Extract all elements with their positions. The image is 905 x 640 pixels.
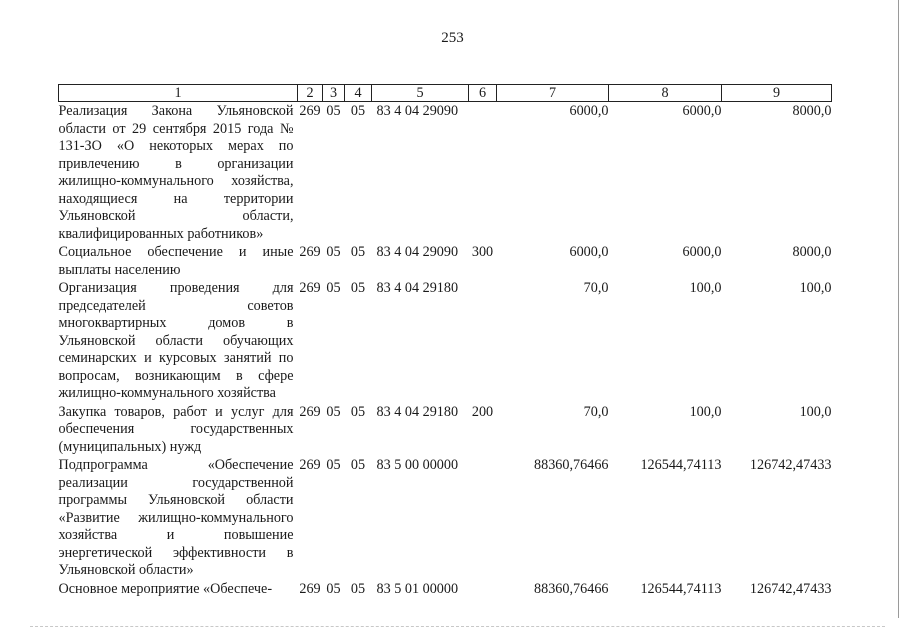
amount-col-9: 126742,47433 (749, 457, 832, 473)
subsection-code: 05 (350, 580, 366, 597)
budget-table (58, 84, 832, 598)
row-name: Основное мероприятие «Обеспече- (58, 580, 273, 597)
column-header: 2 (298, 85, 323, 102)
amount-col-7: 88360,76466 (534, 457, 609, 473)
subsection-code: 05 (350, 403, 366, 420)
row-name: Социальное обеспечение и иные выплаты населению (58, 244, 294, 278)
amount-col-8: 6000,0 (682, 244, 722, 260)
amount-col-7: 70,0 (583, 403, 609, 420)
amount-col-8: 100,0 (689, 280, 722, 296)
column-header: 5 (372, 85, 469, 102)
amount-col-7: 6000,0 (569, 244, 609, 260)
table-row (59, 403, 832, 457)
target-article-code: 83 4 04 29090 (376, 103, 459, 119)
column-header: 3 (323, 85, 345, 102)
amount-col-9: 100,0 (799, 280, 832, 296)
subsection-code: 05 (350, 280, 366, 296)
amount-col-8: 126544,74113 (640, 580, 722, 597)
expense-type-code: 200 (471, 403, 494, 420)
amount-col-9: 8000,0 (792, 103, 832, 119)
column-header: 9 (722, 85, 832, 102)
row-name: Подпрограмма «Обеспечение реализации государственной программы Ульяновской области «Развитие жилищно-коммунального хозяйства и повышение энергетической эффективности в Ульяновской области» (58, 457, 294, 578)
expense-type-code (469, 279, 497, 403)
expense-type-code: 300 (471, 244, 494, 260)
section-code: 05 (326, 580, 341, 597)
target-article-code: 83 4 04 29180 (376, 403, 459, 420)
expense-type-code (469, 102, 497, 244)
target-article-code: 83 4 04 29180 (376, 280, 459, 296)
amount-col-8: 126544,74113 (640, 457, 722, 473)
section-code: 05 (326, 280, 341, 296)
section-code: 05 (326, 457, 341, 473)
amount-col-7: 88360,76466 (534, 580, 609, 597)
expense-type-code (469, 580, 497, 599)
section-code: 05 (326, 103, 341, 119)
table-header-row (59, 85, 832, 102)
ministry-code: 269 (299, 103, 321, 119)
target-article-code: 83 5 01 00000 (376, 580, 459, 597)
table-row (59, 456, 832, 580)
ministry-code: 269 (299, 403, 321, 420)
subsection-code: 05 (350, 457, 366, 473)
page-number: 253 (441, 30, 464, 46)
amount-col-8: 6000,0 (682, 103, 722, 119)
section-code: 05 (326, 244, 341, 260)
amount-col-7: 70,0 (583, 280, 609, 296)
amount-col-9: 8000,0 (792, 244, 832, 260)
section-code: 05 (326, 403, 341, 420)
row-name: Реализация Закона Ульяновской области от 29 сентября 2015 года № 131-ЗО «О некоторых мерах по привлечению в организации жилищно-коммунального хозяйства, находящиеся на территории Ульяновской области, квалифицированных работников» (58, 103, 294, 242)
column-header: 6 (469, 85, 497, 102)
table-row (59, 279, 832, 403)
amount-col-9: 126742,47433 (749, 580, 832, 597)
subsection-code: 05 (350, 103, 366, 119)
target-article-code: 83 5 00 00000 (376, 457, 459, 473)
table-row (59, 580, 832, 599)
column-header: 1 (59, 85, 298, 102)
column-header: 4 (345, 85, 372, 102)
table-row (59, 243, 832, 279)
ministry-code: 269 (299, 280, 321, 296)
amount-col-8: 100,0 (689, 403, 722, 420)
target-article-code: 83 4 04 29090 (376, 244, 459, 260)
table-row (59, 102, 832, 244)
page-edge (898, 0, 899, 618)
row-name: Закупка товаров, работ и услуг для обеспечения государственных (муниципальных) нужд (58, 403, 294, 455)
amount-col-7: 6000,0 (569, 103, 609, 119)
row-name: Организация проведения для председателей советов многоквартирных домов в Ульяновской области обучающих семинарских и курсовых занятий по вопросам, возникающим в сфере жилищно-коммунального хозяйства (58, 280, 294, 401)
scan-edge-line (30, 626, 885, 627)
amount-col-9: 100,0 (799, 403, 832, 420)
subsection-code: 05 (350, 244, 366, 260)
ministry-code: 269 (299, 580, 321, 597)
column-header: 8 (609, 85, 722, 102)
ministry-code: 269 (299, 244, 321, 260)
expense-type-code (469, 456, 497, 580)
column-header: 7 (497, 85, 609, 102)
ministry-code: 269 (299, 457, 321, 473)
